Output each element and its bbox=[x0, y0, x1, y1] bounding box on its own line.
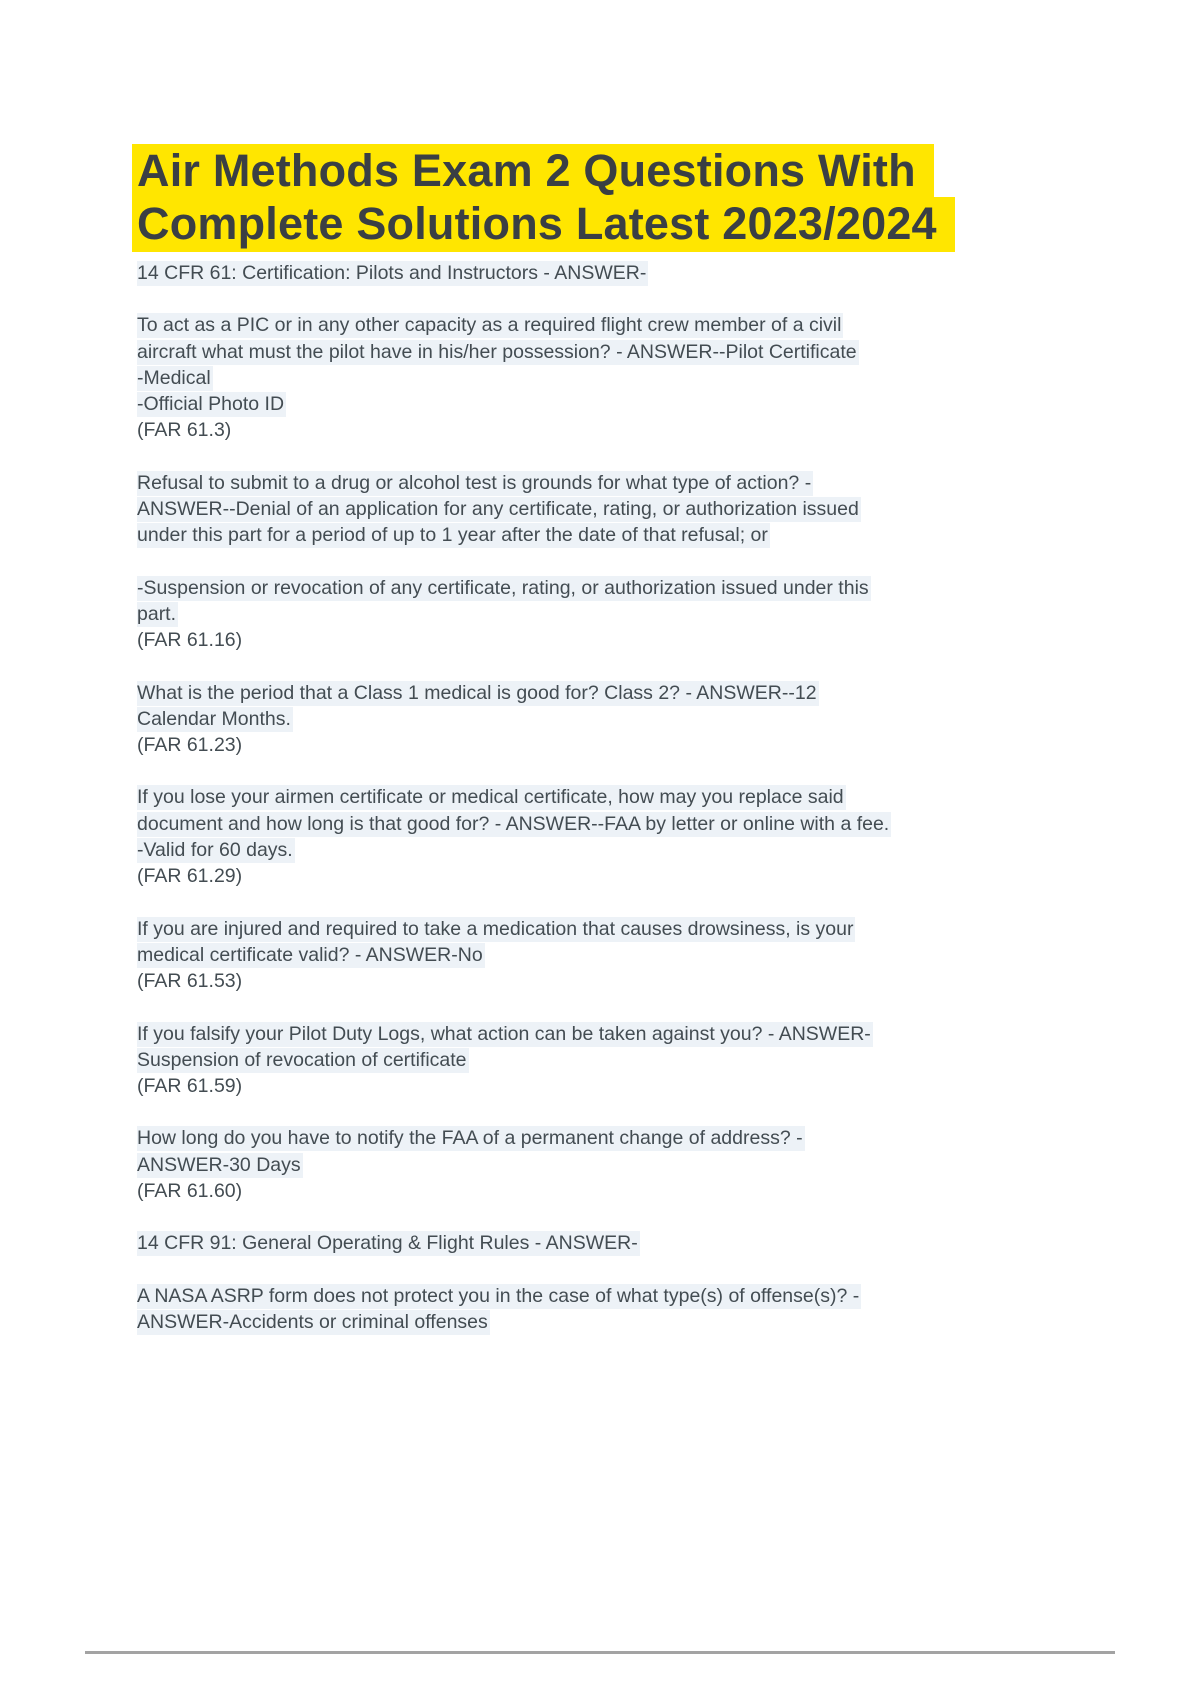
body-line: (FAR 61.16) bbox=[137, 629, 243, 652]
body-line: ANSWER-30 Days bbox=[137, 1153, 301, 1176]
body-line: medical certificate valid? - ANSWER-No bbox=[137, 943, 483, 966]
paragraph bbox=[137, 312, 1107, 443]
body-line: How long do you have to notify the FAA of a permanent change of address? - bbox=[137, 1127, 803, 1150]
body-line: -Suspension or revocation of any certificate, rating, or authorization issued under this bbox=[137, 576, 869, 599]
paragraph bbox=[137, 680, 1107, 759]
body-line: -Medical bbox=[137, 366, 211, 389]
body-line: If you falsify your Pilot Duty Logs, what action can be taken against you? - ANSWER- bbox=[137, 1022, 871, 1045]
paragraph bbox=[137, 470, 1107, 549]
body-line: (FAR 61.3) bbox=[137, 419, 232, 442]
body-line: What is the period that a Class 1 medical is good for? Class 2? - ANSWER--12 bbox=[137, 681, 817, 704]
body-line: (FAR 61.23) bbox=[137, 734, 243, 757]
body-line: (FAR 61.59) bbox=[137, 1075, 243, 1098]
footer-divider bbox=[85, 1651, 1115, 1654]
paragraph bbox=[137, 916, 1107, 995]
body-line: (FAR 61.29) bbox=[137, 865, 243, 888]
page-title-line: Complete Solutions Latest 2023/2024 bbox=[137, 197, 1107, 250]
body-line: 14 CFR 91: General Operating & Flight Rules - ANSWER- bbox=[137, 1232, 638, 1255]
page-title bbox=[137, 144, 1107, 250]
page-title-line: Air Methods Exam 2 Questions With bbox=[137, 144, 1107, 197]
body-line: Suspension of revocation of certificate bbox=[137, 1048, 467, 1071]
body-line: document and how long is that good for? - ANSWER--FAA by letter or online with a fee. bbox=[137, 812, 890, 835]
body-line: -Valid for 60 days. bbox=[137, 839, 293, 862]
body-line: Calendar Months. bbox=[137, 707, 291, 730]
body-line: (FAR 61.53) bbox=[137, 970, 243, 993]
body-line: aircraft what must the pilot have in his/her possession? - ANSWER--Pilot Certificate bbox=[137, 340, 857, 363]
document-body bbox=[137, 260, 1107, 1335]
body-line: If you are injured and required to take a medication that causes drowsiness, is your bbox=[137, 917, 854, 940]
paragraph bbox=[137, 1125, 1107, 1204]
paragraph bbox=[137, 260, 1107, 286]
body-line: (FAR 61.60) bbox=[137, 1180, 243, 1203]
paragraph bbox=[137, 1283, 1107, 1336]
body-line: -Official Photo ID bbox=[137, 393, 285, 416]
body-line: under this part for a period of up to 1 year after the date of that refusal; or bbox=[137, 524, 768, 547]
paragraph bbox=[137, 1230, 1107, 1256]
body-line: 14 CFR 61: Certification: Pilots and Instructors - ANSWER- bbox=[137, 262, 647, 284]
body-line: ANSWER-Accidents or criminal offenses bbox=[137, 1310, 488, 1333]
paragraph bbox=[137, 784, 1107, 889]
paragraph bbox=[137, 1021, 1107, 1100]
body-line: part. bbox=[137, 602, 177, 625]
body-line: A NASA ASRP form does not protect you in the case of what type(s) of offense(s)? - bbox=[137, 1284, 860, 1307]
body-line: If you lose your airmen certificate or medical certificate, how may you replace said bbox=[137, 786, 844, 809]
document-page bbox=[137, 144, 1107, 1361]
body-line: Refusal to submit to a drug or alcohol test is grounds for what type of action? - bbox=[137, 471, 812, 494]
body-line: ANSWER--Denial of an application for any certificate, rating, or authorization issued bbox=[137, 498, 859, 521]
paragraph bbox=[137, 575, 1107, 654]
body-line: To act as a PIC or in any other capacity as a required flight crew member of a civil bbox=[137, 314, 842, 337]
